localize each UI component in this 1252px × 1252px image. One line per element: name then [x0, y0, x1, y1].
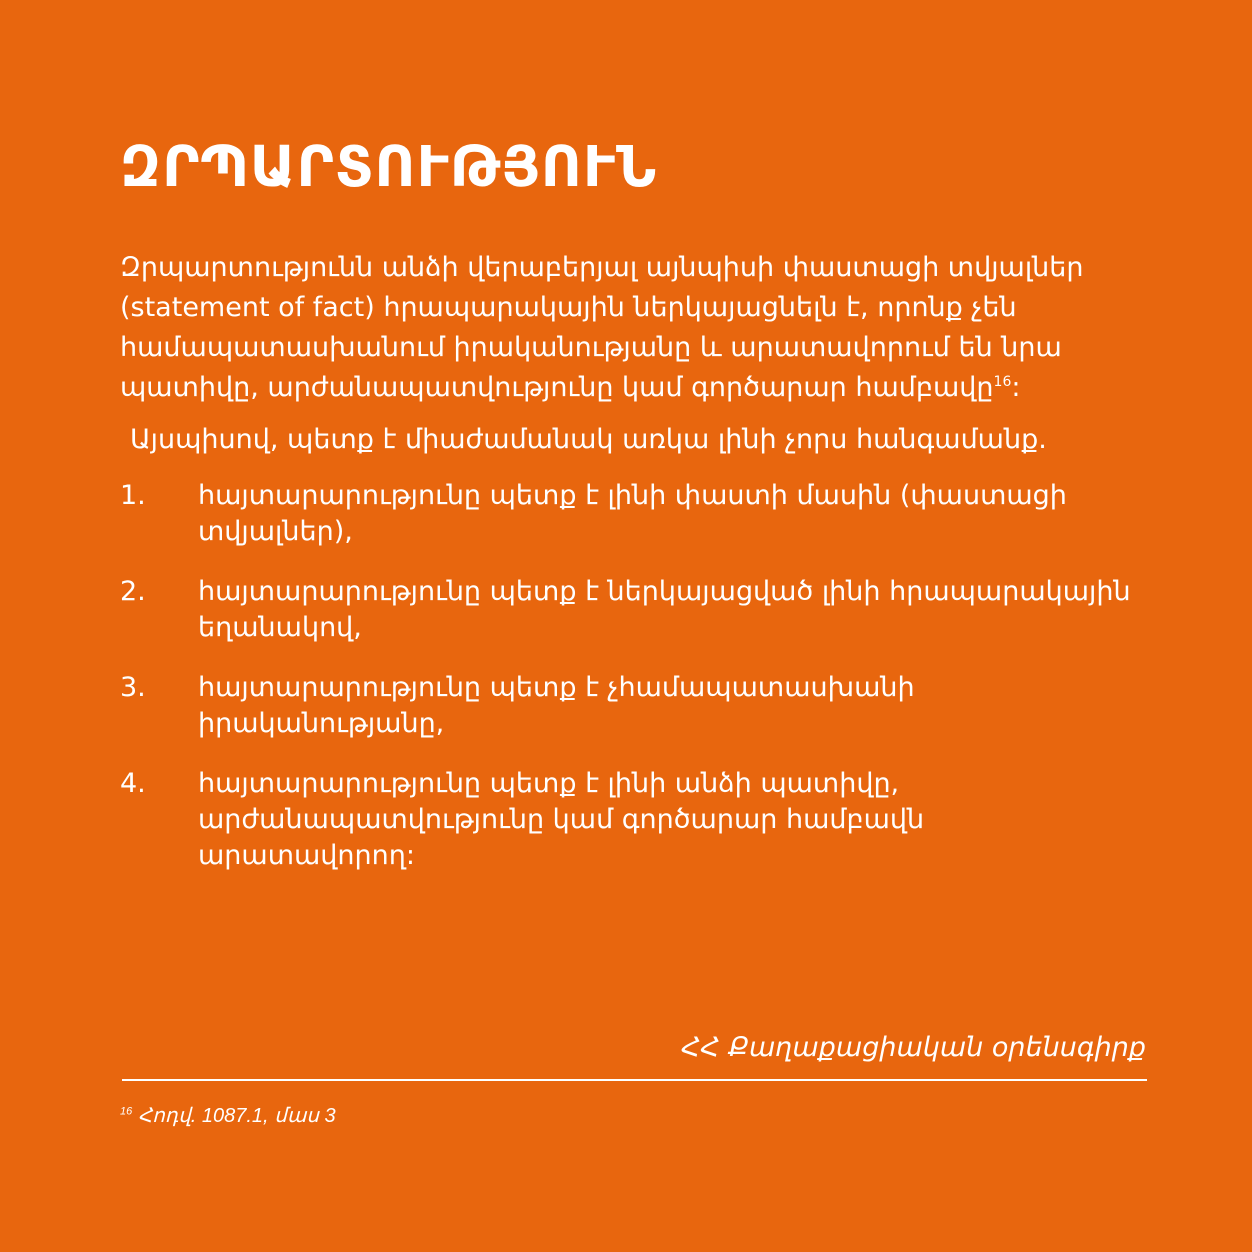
footnote	[120, 1102, 336, 1130]
list-item-number: 1.	[120, 480, 146, 511]
list-item	[120, 670, 1140, 742]
list-item-text: հայտարարությունը պետք է լինի անձի պատիվը, արժանապատվությունը կամ գործարար համբավն արատավորող:	[198, 768, 925, 871]
list-item-number: 2.	[120, 576, 146, 607]
intro-paragraph	[120, 248, 1140, 408]
list-item-text: հայտարարությունը պետք է չհամապատասխանի իրականությանը,	[198, 672, 915, 739]
footnote-reference: 16	[993, 374, 1012, 390]
list-item-text: հայտարարությունը պետք է լինի փաստի մասին (փաստացի տվյալներ),	[198, 480, 1067, 547]
conditions-intro: Այսպիսով, պետք է միաժամանակ առկա լինի չորս հանգամանք.	[130, 424, 1047, 455]
source-citation: ՀՀ Քաղաքացիական օրենսգիրք	[681, 1032, 1146, 1063]
page-title: ԶՐՊԱՐՏՈՒԹՅՈՒՆ	[120, 135, 658, 200]
list-item-number: 3.	[120, 672, 146, 703]
list-item	[120, 766, 1140, 874]
conditions-list	[120, 478, 1140, 898]
footnote-divider	[122, 1079, 1147, 1081]
footnote-number: 16	[120, 1105, 133, 1118]
intro-end: :	[1011, 372, 1021, 403]
list-item	[120, 574, 1140, 646]
list-item-text: հայտարարությունը պետք է ներկայացված լինի հրապարակային եղանակով,	[198, 576, 1131, 643]
intro-text: Զրպարտությունն անձի վերաբերյալ այնպիսի փաստացի տվյալներ (statement of fact) հրապարակային ներկայացնելն է, որոնք չեն համապատասխանում իրականությանը և արատավորում են նրա պատիվը, արժանապատվությունը կամ գործարար համբավը	[120, 252, 1084, 403]
list-item	[120, 478, 1140, 550]
list-item-number: 4.	[120, 768, 146, 799]
footnote-text: Հոդվ. 1087.1, մաս 3	[137, 1105, 336, 1127]
